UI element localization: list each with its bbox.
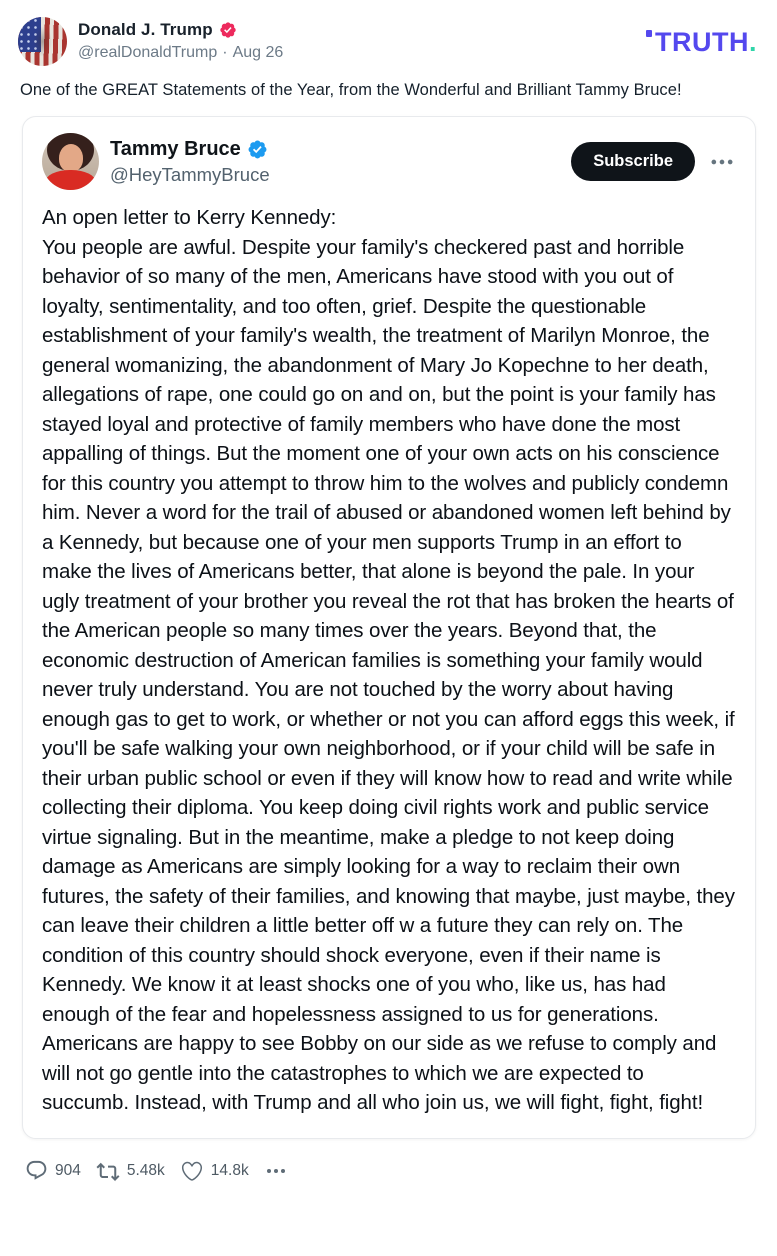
truth-logo-dot: .: [748, 27, 757, 57]
retruth-count: 5.48k: [126, 1161, 165, 1179]
more-icon: [264, 1159, 288, 1183]
like-count: 14.8k: [210, 1161, 249, 1179]
reply-button[interactable]: [25, 1159, 81, 1182]
post-header: [0, 0, 777, 66]
more-button[interactable]: [264, 1159, 288, 1183]
author-handle[interactable]: [78, 44, 283, 62]
quoted-author-handle[interactable]: @HeyTammyBruce: [110, 163, 270, 185]
post-date: Aug 26: [232, 44, 284, 61]
avatar-face-shape: [59, 144, 83, 172]
quoted-author-avatar[interactable]: [42, 133, 99, 190]
like-button[interactable]: [180, 1159, 249, 1183]
heart-icon: [180, 1159, 204, 1183]
letter-intro-line: An open letter to Kerry Kennedy:: [42, 206, 337, 229]
verified-badge-icon: [219, 21, 237, 39]
post-text: One of the GREAT Statements of the Year, from the Wonderful and Brilliant Tammy Bruce!: [20, 81, 682, 99]
engagement-bar: [0, 1139, 777, 1183]
retruth-button[interactable]: [96, 1159, 165, 1183]
quoted-body-text: [42, 203, 736, 1118]
quoted-more-icon[interactable]: [708, 148, 736, 176]
separator-dot: ·: [222, 44, 228, 61]
quoted-post-header: [42, 133, 736, 190]
truth-logo-tick-icon: [646, 30, 652, 37]
flag-art-face-shade: [33, 26, 53, 57]
reply-count: 904: [55, 1161, 81, 1179]
truth-logo-text: TRUTH: [655, 27, 749, 57]
handle-text: @realDonaldTrump: [78, 44, 218, 61]
truth-logo: [646, 17, 757, 56]
quoted-post-card[interactable]: [22, 116, 756, 1139]
avatar-red-top-shape: [45, 170, 96, 190]
author-name[interactable]: Donald J. Trump: [78, 20, 213, 39]
x-verified-badge-icon: [247, 139, 268, 160]
author-identity: [78, 17, 283, 62]
letter-body: You people are awful. Despite your family's checkered past and horrible behavior of so many of the men, Americans have stood with you out of loyalty, sentimentality, and too often, grief. Despite the questionable establishment of your family's wealth, the treatment of Marilyn Monroe, the general womanizing, the abandonment of Mary Jo Kopechne to her death, allegations of rape, one could go on and on, but the point is your family has stayed loyal and protective of family members who have done the most appalling of things. But the moment one of your own acts on his conscience for this country you attempt to throw him to the wolves and publicly condemn him. Never a word for the trail of abused or abandoned women left behind by a Kennedy, but because one of your men supports Trump in an effort to make the lives of Americans better, that alone is beyond the pale. In your ugly treatment of your brother you reveal the rot that has broken the hearts of the American people so many times over the years. Beyond that, the economic destruction of American families is something your family would never truly understand. You are not touched by the worry about having enough gas to get to work, or whether or not you can afford eggs this week, if you'll be safe walking your own neighborhood, or if your child will be safe in their urban public school or even if they will know how to read and write while collecting their diploma. You keep doing civil rights work and public service virtue signaling. But in the meantime, make a pledge to not keep doing damage as Americans are simply looking for a way to reclaim their own futures, the safety of their families, and knowing that maybe, just maybe, they can leave their children a little better off w a future they can rely on. The condition of this country should shock everyone, even if their name is Kennedy. We know it at least shocks one of you who, like us, has had enough of the fear and hopelessness assigned to us for generations. Americans are happy to see Bobby on our side as we refuse to comply and will not go gentle into the catastrophes to which we are expected to succumb. Instead, with Trump and all who join us, we will fight, fight, fight!: [42, 235, 735, 1114]
repost-icon: [96, 1159, 120, 1183]
quoted-author-name[interactable]: Tammy Bruce: [110, 137, 241, 160]
comment-icon: [25, 1159, 48, 1182]
subscribe-button[interactable]: Subscribe: [571, 142, 695, 181]
quoted-author-identity: [110, 138, 270, 186]
author-avatar[interactable]: [18, 17, 67, 66]
